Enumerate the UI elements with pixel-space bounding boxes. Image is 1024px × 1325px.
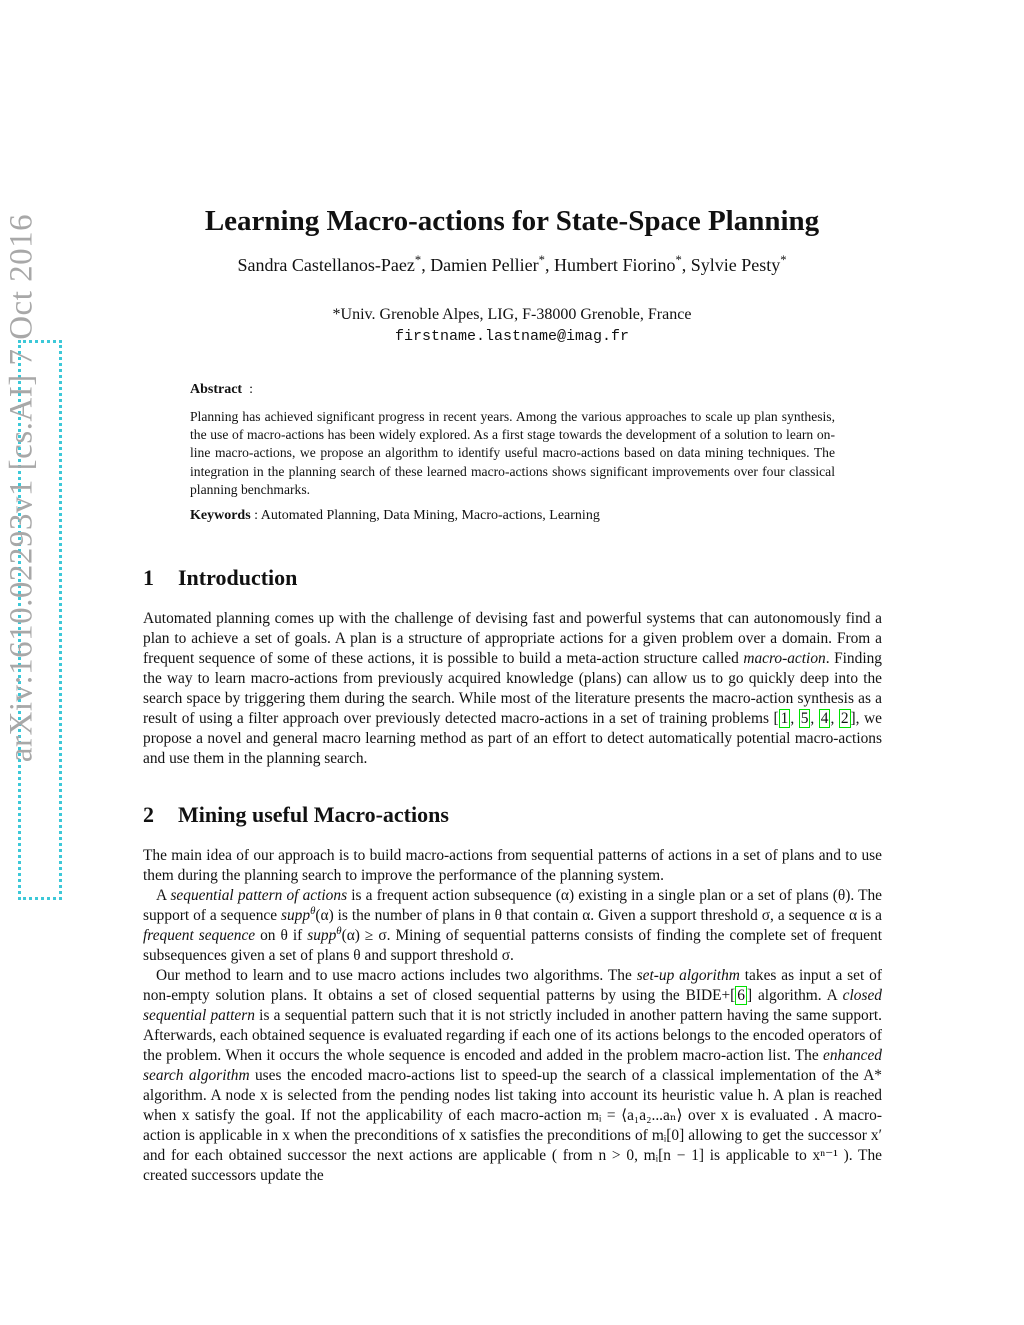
citation-link[interactable]: 2 [840, 710, 849, 727]
author-name: Sandra Castellanos-Paez [237, 255, 415, 275]
keywords: Automated Planning, Data Mining, Macro-actions, Learning [260, 508, 600, 523]
arxiv-identifier[interactable]: arXiv:1610.02293v1 [cs.AI] 7 Oct 2016 [3, 213, 40, 763]
mining-paragraph-2: A sequential pattern of actions is a frequent action subsequence (α) existing in a single plan or a set of plans (θ). The support of a sequence supp$^\theta$(α) is the number of plans in θ that contain α. Given a support threshold σ, a sequence α is a frequent sequence on θ if supp$^\theta$(α) ≥ σ. Mining of sequential patterns consists of finding the complete set of frequent subsequences given a set of plans θ and support threshold σ. [143, 887, 882, 964]
email: firstname.lastname@imag.fr [394, 328, 630, 345]
author-mark: * [780, 253, 787, 267]
mining-paragraph-3: Our method to learn and to use macro actions includes two algorithms. The set-up algorithm takes as input a set of non-empty solution plans. It obtains a set of closed sequential patterns by using the BIDE+[ 6 ] algorithm. A closed sequential pattern is a sequential pattern such that it is not strictly included in another pattern having the same support. Afterwards, each obtained sequence is evaluated regarding if each one of its actions belongs to the encoded operators of the problem. When it occurs the whole sequence is encoded and added in the problem macro-action list. The enhanced search algorithm uses the encoded macro-actions list to speed-up the search of a classical implementation of the A* algorithm. A node x is selected from the pending nodes list taking into account its heuristic value h. A plan is reached when x satisfy the goal. If not the applicability of each macro-action mᵢ = ⟨a₁a₂...aₙ⟩ over x is evaluated . A macro-action is applicable in x when the preconditions of x satisfies the preconditions of mᵢ[0] allowing to get the successor x′ and for each obtained successor the next actions are applicable ( from n > 0, mᵢ[n − 1] is applicable to xⁿ⁻¹ ). The created successors update the [143, 967, 883, 1184]
keywords-label: Keywords [190, 508, 251, 523]
citation-link[interactable]: 4 [820, 710, 829, 727]
mining-body [143, 846, 882, 1186]
introduction-paragraph: Automated planning comes up with the challenge of devising fast and powerful systems that can autonomously find a plan to achieve a set of goals. A plan is a structure of appropriate actions for a given problem over a domain. From a frequent sequence of some of these actions, it is possible to build a meta-action structure called macro-action. Finding the way to learn macro-actions from previously acquired knowledge (plans) can allow us to go quickly deep into the search space by triggering them during the search. While most of the literature presents the macro-action synthesis as a result of using a filter approach over previously detected macro-actions in a set of training problems [ 1 , 5 , 4 , 2 ], we propose a novel and general macro learning method as part of an effort to detect automatically potential macro-actions and use them in the planning search. [143, 610, 882, 767]
citation-link[interactable]: 5 [800, 710, 809, 727]
section-heading-mining: 2 Mining useful Macro-actions [143, 802, 449, 827]
author-name: Sylvie Pesty [690, 255, 781, 275]
author-mark: * [675, 253, 682, 267]
author-mark: * [414, 253, 422, 267]
citation-link[interactable]: 6 [737, 987, 745, 1004]
paper-title: Learning Macro-actions for State-Space Planning [204, 205, 820, 237]
keywords-line: Keywords : Automated Planning, Data Mining, Macro-actions, Learning [190, 508, 600, 523]
abstract-body: Planning has achieved significant progress in recent years. Among the various approaches to scale up plan synthesis, the use of macro-actions has been widely explored. As a first stage towards the development of a solution to learn on-line macro-actions, we propose an algorithm to identify useful macro-actions based on data mining techniques. The integration in the planning search of these learned macro-actions shows significant improvements over four classical planning benchmarks. [190, 409, 835, 497]
author-mark: * [538, 253, 545, 267]
citation-link[interactable]: 1 [780, 710, 789, 727]
affiliation: *Univ. Grenoble Alpes, LIG, F-38000 Grenoble, France [332, 306, 692, 323]
mining-paragraph-1: The main idea of our approach is to build macro-actions from sequential patterns of actions in a set of plans and to use them during the planning search to improve the performance of the planning system. [143, 847, 882, 884]
abstract-heading: Abstract : [190, 382, 253, 397]
author-list: Sandra Castellanos-Paez*, Damien Pellier*, Humbert Fiorino*, Sylvie Pesty* [237, 253, 787, 275]
author-name: Humbert Fiorino [553, 255, 676, 275]
author-name: Damien Pellier [430, 255, 539, 275]
section-heading-introduction: 1 Introduction [143, 565, 298, 590]
